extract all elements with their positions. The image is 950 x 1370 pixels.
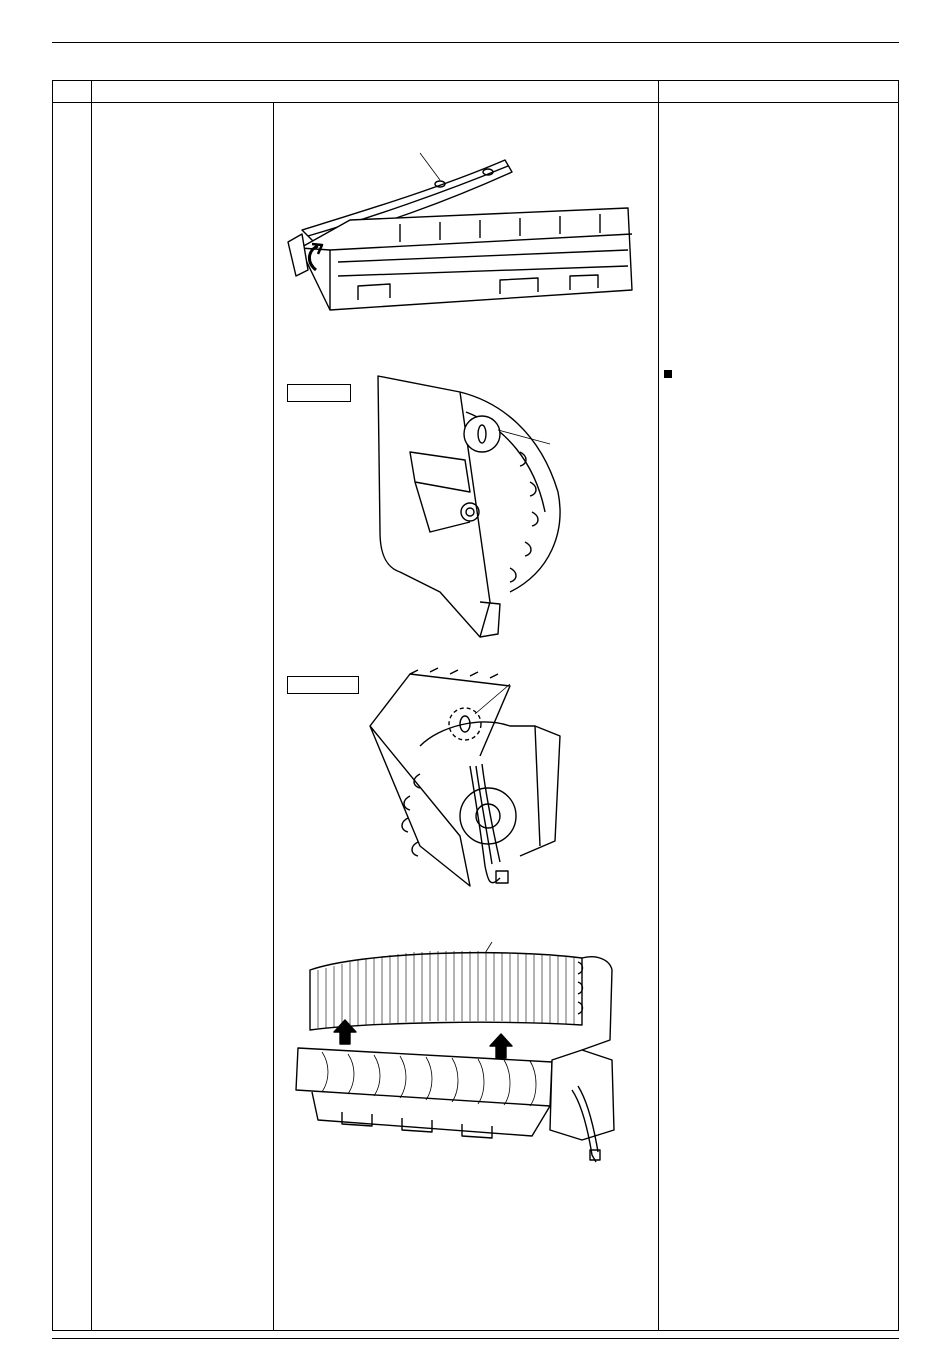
figure-side-cover-bearing [370, 372, 570, 642]
column-divider-remarks [658, 81, 659, 1330]
figure-front-panel-removal [280, 150, 640, 330]
header-rule [52, 42, 899, 43]
column-divider-figures [273, 102, 274, 1330]
figure-heat-exchanger-removal [282, 940, 622, 1165]
figure-label-box-2 [287, 676, 359, 694]
column-divider-no [91, 81, 92, 1330]
filled-square-bullet-icon [664, 370, 672, 378]
table-header-rule [53, 102, 898, 103]
footer-rule [52, 1338, 899, 1339]
figure-motor-wiring [360, 666, 580, 911]
figure-label-box-1 [287, 384, 351, 402]
